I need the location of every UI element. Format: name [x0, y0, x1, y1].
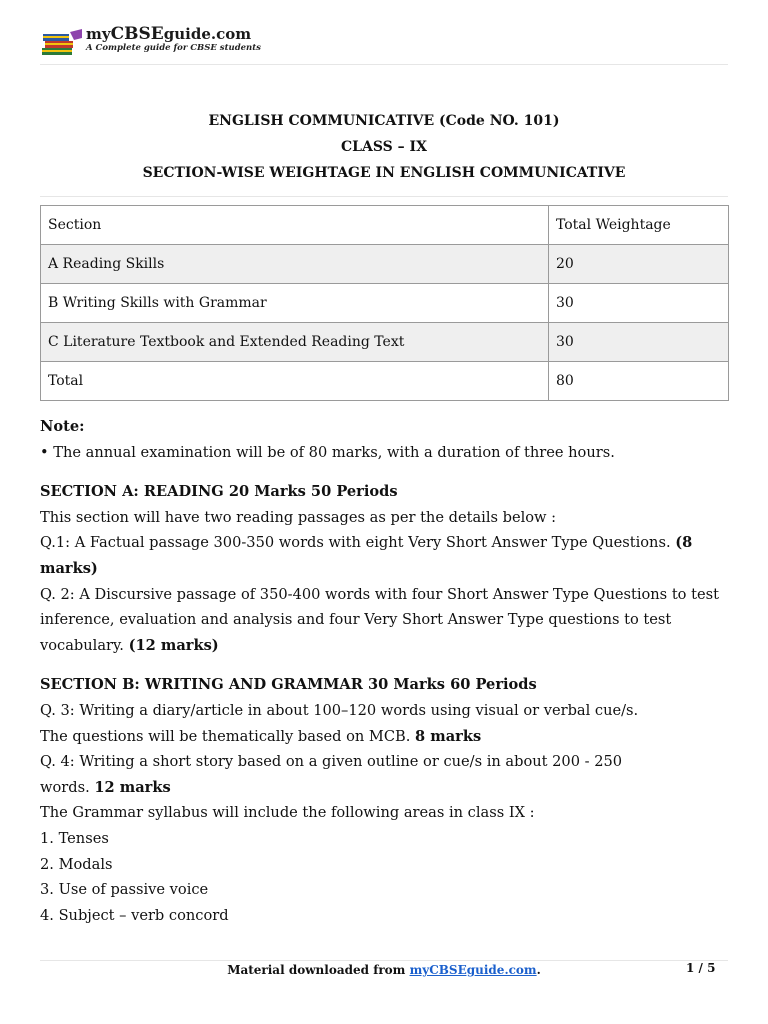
table-cell: Total — [41, 362, 549, 401]
table-header-cell: Total Weightage — [549, 206, 729, 245]
logo-text — [86, 26, 261, 54]
note-text: • The annual examination will be of 80 marks, with a duration of three hours. — [40, 443, 615, 461]
section-a-heading: SECTION A: READING 20 Marks 50 Periods — [40, 483, 398, 501]
title-divider — [40, 196, 728, 197]
document-body — [40, 414, 730, 928]
table-header-row — [41, 206, 729, 245]
section-b-q4-line1: Q. 4: Writing a short story based on a given outline or cue/s in about 200 - 250 — [40, 753, 623, 771]
weightage-table — [40, 205, 729, 401]
footer-link[interactable]: myCBSEguide.com — [409, 963, 537, 977]
list-item: 4. Subject – verb concord — [40, 906, 229, 924]
table-row — [41, 284, 729, 323]
note-label: Note: — [40, 418, 85, 435]
table-cell: B Writing Skills with Grammar — [41, 284, 549, 323]
footer-text: Material downloaded from — [227, 963, 410, 977]
page-header — [40, 24, 728, 65]
title-line-3: SECTION-WISE WEIGHTAGE IN ENGLISH COMMUNICATIVE — [142, 165, 626, 181]
section-b-q3-line1: Q. 3: Writing a diary/article in about 100–120 words using visual or verbal cue/s. — [40, 701, 639, 719]
section-b-q3-line2: The questions will be thematically based on MCB. 8 marks — [40, 727, 482, 745]
section-b-heading: SECTION B: WRITING AND GRAMMAR 30 Marks 60 Periods — [40, 676, 537, 694]
document-titles — [40, 108, 728, 186]
list-item: 2. Modals — [40, 855, 113, 873]
table-cell: A Reading Skills — [41, 245, 549, 284]
section-b-q4-line2: words. 12 marks — [40, 778, 171, 796]
table-cell: 30 — [549, 284, 729, 323]
section-a-q1: Q.1: A Factual passage 300-350 words with eight Very Short Answer Type Questions. (8 marks) — [40, 534, 693, 577]
books-logo-icon — [40, 28, 84, 58]
title-line-1: ENGLISH COMMUNICATIVE (Code NO. 101) — [208, 113, 560, 129]
list-item: 1. Tenses — [40, 829, 109, 847]
table-cell: 80 — [549, 362, 729, 401]
table-cell: C Literature Textbook and Extended Reading Text — [41, 323, 549, 362]
table-header-cell: Section — [41, 206, 549, 245]
table-row — [41, 323, 729, 362]
list-item: 3. Use of passive voice — [40, 881, 209, 899]
page-footer: Material downloaded from myCBSEguide.com. — [227, 963, 541, 977]
grammar-intro: The Grammar syllabus will include the following areas in class IX : — [40, 804, 535, 822]
logo-tagline: A Complete guide for CBSE students — [86, 43, 261, 53]
page-number: 1 / 5 — [686, 961, 716, 975]
table-cell: 30 — [549, 323, 729, 362]
section-a-q2: Q. 2: A Discursive passage of 350-400 words with four Short Answer Type Questions to test inference, evaluation and analysis and four Very Short Answer Type questions to test vocabulary. (12 marks) — [40, 585, 719, 654]
logo-name: myCBSEguide.com — [86, 24, 252, 44]
table-cell: 20 — [549, 245, 729, 284]
title-line-2: CLASS – IX — [341, 139, 427, 155]
section-a-intro: This section will have two reading passages as per the details below : — [40, 508, 557, 526]
table-row — [41, 245, 729, 284]
table-row — [41, 362, 729, 401]
footer-divider — [40, 960, 728, 961]
